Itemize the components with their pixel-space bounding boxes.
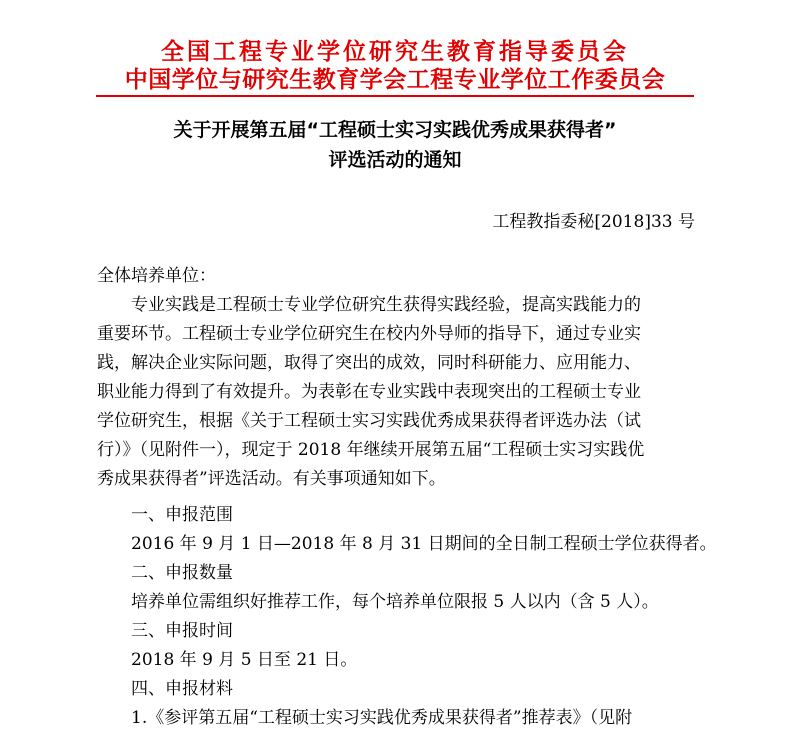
issuer-header-line2: 中国学位与研究生教育学会工程专业学位工作委员会 bbox=[124, 67, 666, 93]
section-text: 2016 年 9 月 1 日—2018 年 8 月 31 日期间的全日制工程硕士学位获得者。 bbox=[131, 534, 717, 554]
section-heading: 四、申报材料 bbox=[131, 679, 233, 699]
section-heading: 三、申报时间 bbox=[131, 621, 233, 641]
body-line: 职业能力得到了有效提升。为表彰在专业实践中表现突出的工程硕士专业 bbox=[97, 382, 641, 402]
body-line: 践，解决企业实际问题，取得了突出的成效，同时科研能力、应用能力、 bbox=[97, 353, 641, 373]
header-divider bbox=[96, 95, 694, 97]
section-text: 1.《参评第五届“工程硕士实习实践优秀成果获得者”推荐表》（见附 bbox=[131, 708, 633, 728]
section-heading: 一、申报范围 bbox=[131, 505, 233, 525]
section-heading: 二、申报数量 bbox=[131, 563, 233, 583]
section-text: 2018 年 9 月 5 日至 21 日。 bbox=[131, 650, 358, 670]
notice-title-line1: 关于开展第五届“工程硕士实习实践优秀成果获得者” bbox=[173, 119, 617, 141]
body-line: 学位研究生，根据《关于工程硕士实习实践优秀成果获得者评选办法（试 bbox=[97, 411, 641, 431]
salutation: 全体培养单位： bbox=[97, 266, 216, 286]
document-number: 工程教指委秘[2018]33 号 bbox=[492, 212, 695, 232]
body-line: 专业实践是工程硕士专业学位研究生获得实践经验，提高实践能力的 bbox=[131, 295, 641, 315]
body-line: 秀成果获得者”评选活动。有关事项通知如下。 bbox=[97, 469, 446, 489]
issuer-header-line1: 全国工程专业学位研究生教育指导委员会 bbox=[161, 39, 629, 65]
body-line: 行）》（见附件一），现定于 2018 年继续开展第五届“工程硕士实习实践优 bbox=[97, 440, 645, 460]
body-line: 重要环节。工程硕士专业学位研究生在校内外导师的指导下，通过专业实 bbox=[97, 324, 641, 344]
notice-title-line2: 评选活动的通知 bbox=[328, 149, 462, 171]
section-text: 培养单位需组织好推荐工作，每个培养单位限报 5 人以内（含 5 人）。 bbox=[131, 592, 659, 612]
